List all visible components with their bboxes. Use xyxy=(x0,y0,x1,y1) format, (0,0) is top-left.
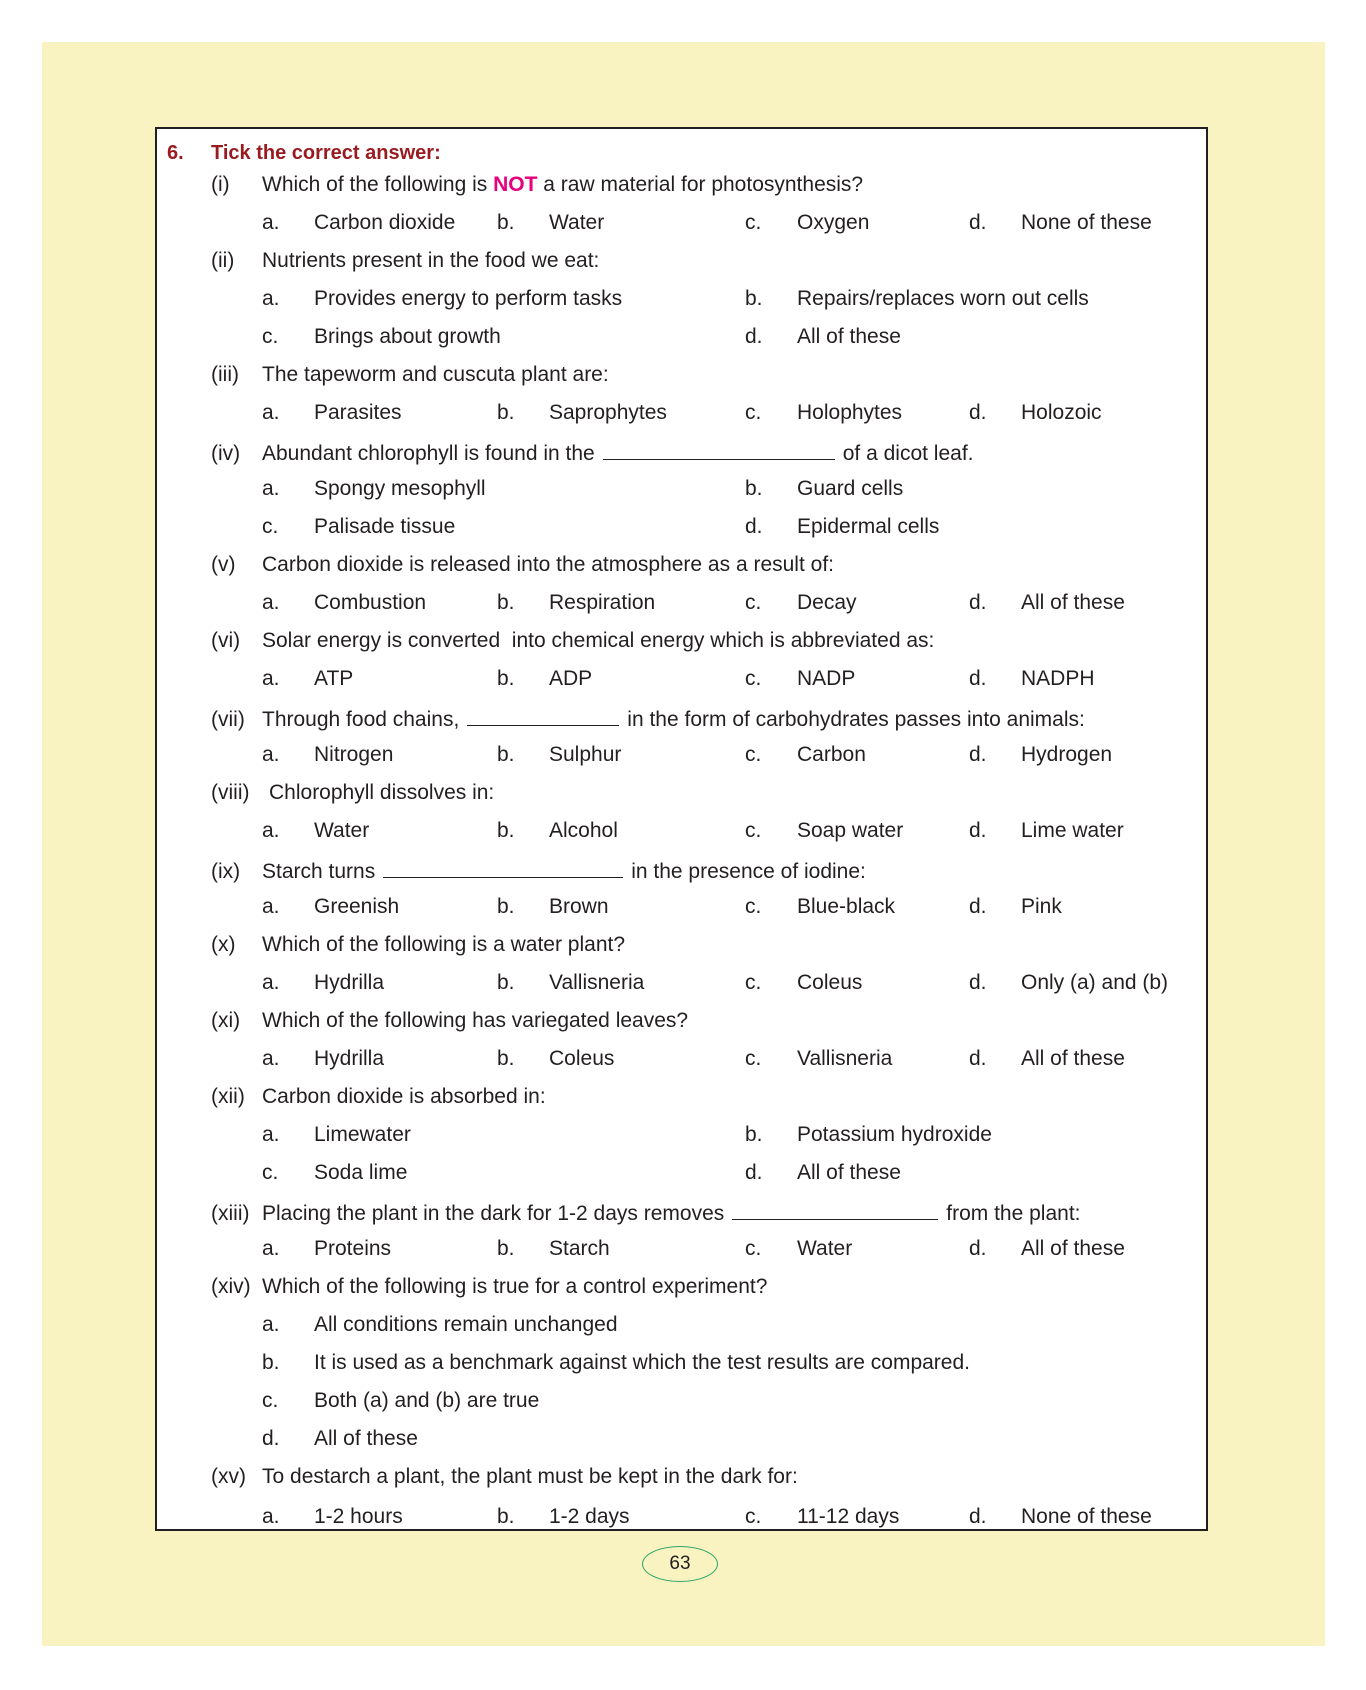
question-10: (x) Which of the following is a water plant? xyxy=(211,933,626,956)
question-text: To destarch a plant, the plant must be kept in the dark for: xyxy=(262,1465,798,1488)
option[interactable]: d. None of these xyxy=(969,211,1152,234)
fill-blank[interactable] xyxy=(383,853,623,878)
option[interactable]: d. Pink xyxy=(969,895,1062,918)
question-6: (vi) Solar energy is converted into chemical energy which is abbreviated as: xyxy=(211,629,935,652)
option[interactable]: d. Hydrogen xyxy=(969,743,1113,766)
option[interactable]: b. ADP xyxy=(497,667,593,690)
option[interactable]: b. Potassium hydroxide xyxy=(745,1123,992,1146)
question-text: The tapeworm and cuscuta plant are: xyxy=(262,363,609,386)
question-text-post: a raw material for photosynthesis? xyxy=(537,173,864,196)
option[interactable]: d. Holozoic xyxy=(969,401,1102,424)
option[interactable]: b. Brown xyxy=(497,895,609,918)
option[interactable]: c. Soda lime xyxy=(262,1161,408,1184)
option[interactable]: c. NADP xyxy=(745,667,856,690)
question-14: (xiv) Which of the following is true for a control experiment? xyxy=(211,1275,768,1298)
question-emphasis: NOT xyxy=(493,173,538,196)
question-text: Which of the following has variegated leaves? xyxy=(262,1009,689,1032)
option[interactable]: a. Water xyxy=(262,819,370,842)
question-9: (ix) Starch turns in the presence of iodine: xyxy=(211,853,866,885)
question-2: (ii) Nutrients present in the food we eat: xyxy=(211,249,600,272)
question-number: (i) xyxy=(211,173,230,196)
option[interactable]: a. Parasites xyxy=(262,401,402,424)
option[interactable]: c. 11-12 days xyxy=(745,1505,900,1528)
question-12: (xii) Carbon dioxide is absorbed in: xyxy=(211,1085,546,1108)
option[interactable]: c. Holophytes xyxy=(745,401,903,424)
question-text: Nutrients present in the food we eat: xyxy=(262,249,600,272)
page-number: 63 xyxy=(642,1546,718,1582)
option[interactable]: b. Respiration xyxy=(497,591,656,614)
option[interactable]: a. Carbon dioxide xyxy=(262,211,456,234)
option[interactable]: d. NADPH xyxy=(969,667,1095,690)
option[interactable]: a. Provides energy to perform tasks xyxy=(262,287,623,310)
question-text: Carbon dioxide is absorbed in: xyxy=(262,1085,546,1108)
option[interactable]: b. Alcohol xyxy=(497,819,618,842)
question-8: (viii) Chlorophyll dissolves in: xyxy=(211,781,495,804)
option[interactable]: c. Soap water xyxy=(745,819,904,842)
question-7: (vii) Through food chains, in the form of carbohydrates passes into animals: xyxy=(211,701,1085,733)
option[interactable]: a. Combustion xyxy=(262,591,427,614)
option[interactable]: b. Saprophytes xyxy=(497,401,667,424)
option[interactable]: b. Starch xyxy=(497,1237,610,1260)
option[interactable]: a. All conditions remain unchanged xyxy=(262,1313,618,1336)
question-text: Carbon dioxide is released into the atmosphere as a result of: xyxy=(262,553,834,576)
option[interactable]: d. All of these xyxy=(262,1427,418,1450)
option[interactable]: a. Spongy mesophyll xyxy=(262,477,486,500)
option[interactable]: c. Brings about growth xyxy=(262,325,501,348)
option[interactable]: d. All of these xyxy=(745,325,901,348)
option[interactable]: a. Proteins xyxy=(262,1237,392,1260)
option[interactable]: a. 1-2 hours xyxy=(262,1505,403,1528)
option[interactable]: d. None of these xyxy=(969,1505,1152,1528)
question-4: (iv) Abundant chlorophyll is found in the of a dicot leaf. xyxy=(211,435,973,467)
option[interactable]: b. It is used as a benchmark against which the test results are compared. xyxy=(262,1351,970,1374)
question-5: (v) Carbon dioxide is released into the atmosphere as a result of: xyxy=(211,553,834,576)
option[interactable]: d. Epidermal cells xyxy=(745,515,940,538)
fill-blank[interactable] xyxy=(603,435,835,460)
question-3: (iii) The tapeworm and cuscuta plant are: xyxy=(211,363,609,386)
exercise-number: 6. xyxy=(167,142,184,164)
option[interactable]: d. All of these xyxy=(969,591,1125,614)
option[interactable]: d. All of these xyxy=(969,1237,1125,1260)
option[interactable]: c. Decay xyxy=(745,591,857,614)
option[interactable]: b. Sulphur xyxy=(497,743,622,766)
option[interactable]: c. Oxygen xyxy=(745,211,870,234)
option[interactable]: d. Only (a) and (b) xyxy=(969,971,1169,994)
option[interactable]: b. Guard cells xyxy=(745,477,904,500)
question-11: (xi) Which of the following has variegated leaves? xyxy=(211,1009,689,1032)
option[interactable]: c. Both (a) and (b) are true xyxy=(262,1389,540,1412)
option[interactable]: b. Repairs/replaces worn out cells xyxy=(745,287,1089,310)
option[interactable]: c. Water xyxy=(745,1237,853,1260)
question-text: Solar energy is converted into chemical energy which is abbreviated as: xyxy=(262,629,935,652)
option[interactable]: c. Palisade tissue xyxy=(262,515,456,538)
option[interactable]: a. Hydrilla xyxy=(262,1047,385,1070)
option[interactable]: d. All of these xyxy=(969,1047,1125,1070)
option[interactable]: a. ATP xyxy=(262,667,354,690)
fill-blank[interactable] xyxy=(467,701,619,726)
option[interactable]: d. All of these xyxy=(745,1161,901,1184)
exercise-box xyxy=(155,127,1208,1531)
question-15: (xv) To destarch a plant, the plant must be kept in the dark for: xyxy=(211,1465,798,1488)
question-13: (xiii) Placing the plant in the dark for 1-2 days removes from the plant: xyxy=(211,1195,1080,1227)
exercise-heading xyxy=(167,137,441,169)
question-text: Which of the following is true for a control experiment? xyxy=(262,1275,768,1298)
option[interactable]: a. Limewater xyxy=(262,1123,411,1146)
option[interactable]: c. Vallisneria xyxy=(745,1047,893,1070)
option[interactable]: b. Water xyxy=(497,211,605,234)
option[interactable]: a. Hydrilla xyxy=(262,971,385,994)
option[interactable]: a. Nitrogen xyxy=(262,743,394,766)
fill-blank[interactable] xyxy=(732,1195,938,1220)
option[interactable]: c. Blue-black xyxy=(745,895,896,918)
question-text: Which of the following is a water plant? xyxy=(262,933,626,956)
option[interactable]: b. Coleus xyxy=(497,1047,615,1070)
option[interactable]: a. Greenish xyxy=(262,895,400,918)
exercise-title: Tick the correct answer: xyxy=(211,142,441,164)
question-text-pre: Which of the following is xyxy=(262,173,494,196)
question-1 xyxy=(211,169,863,201)
option[interactable]: b. Vallisneria xyxy=(497,971,645,994)
option[interactable]: c. Carbon xyxy=(745,743,866,766)
question-text: Chlorophyll dissolves in: xyxy=(269,781,495,804)
option[interactable]: b. 1-2 days xyxy=(497,1505,630,1528)
option[interactable]: c. Coleus xyxy=(745,971,863,994)
option[interactable]: d. Lime water xyxy=(969,819,1124,842)
